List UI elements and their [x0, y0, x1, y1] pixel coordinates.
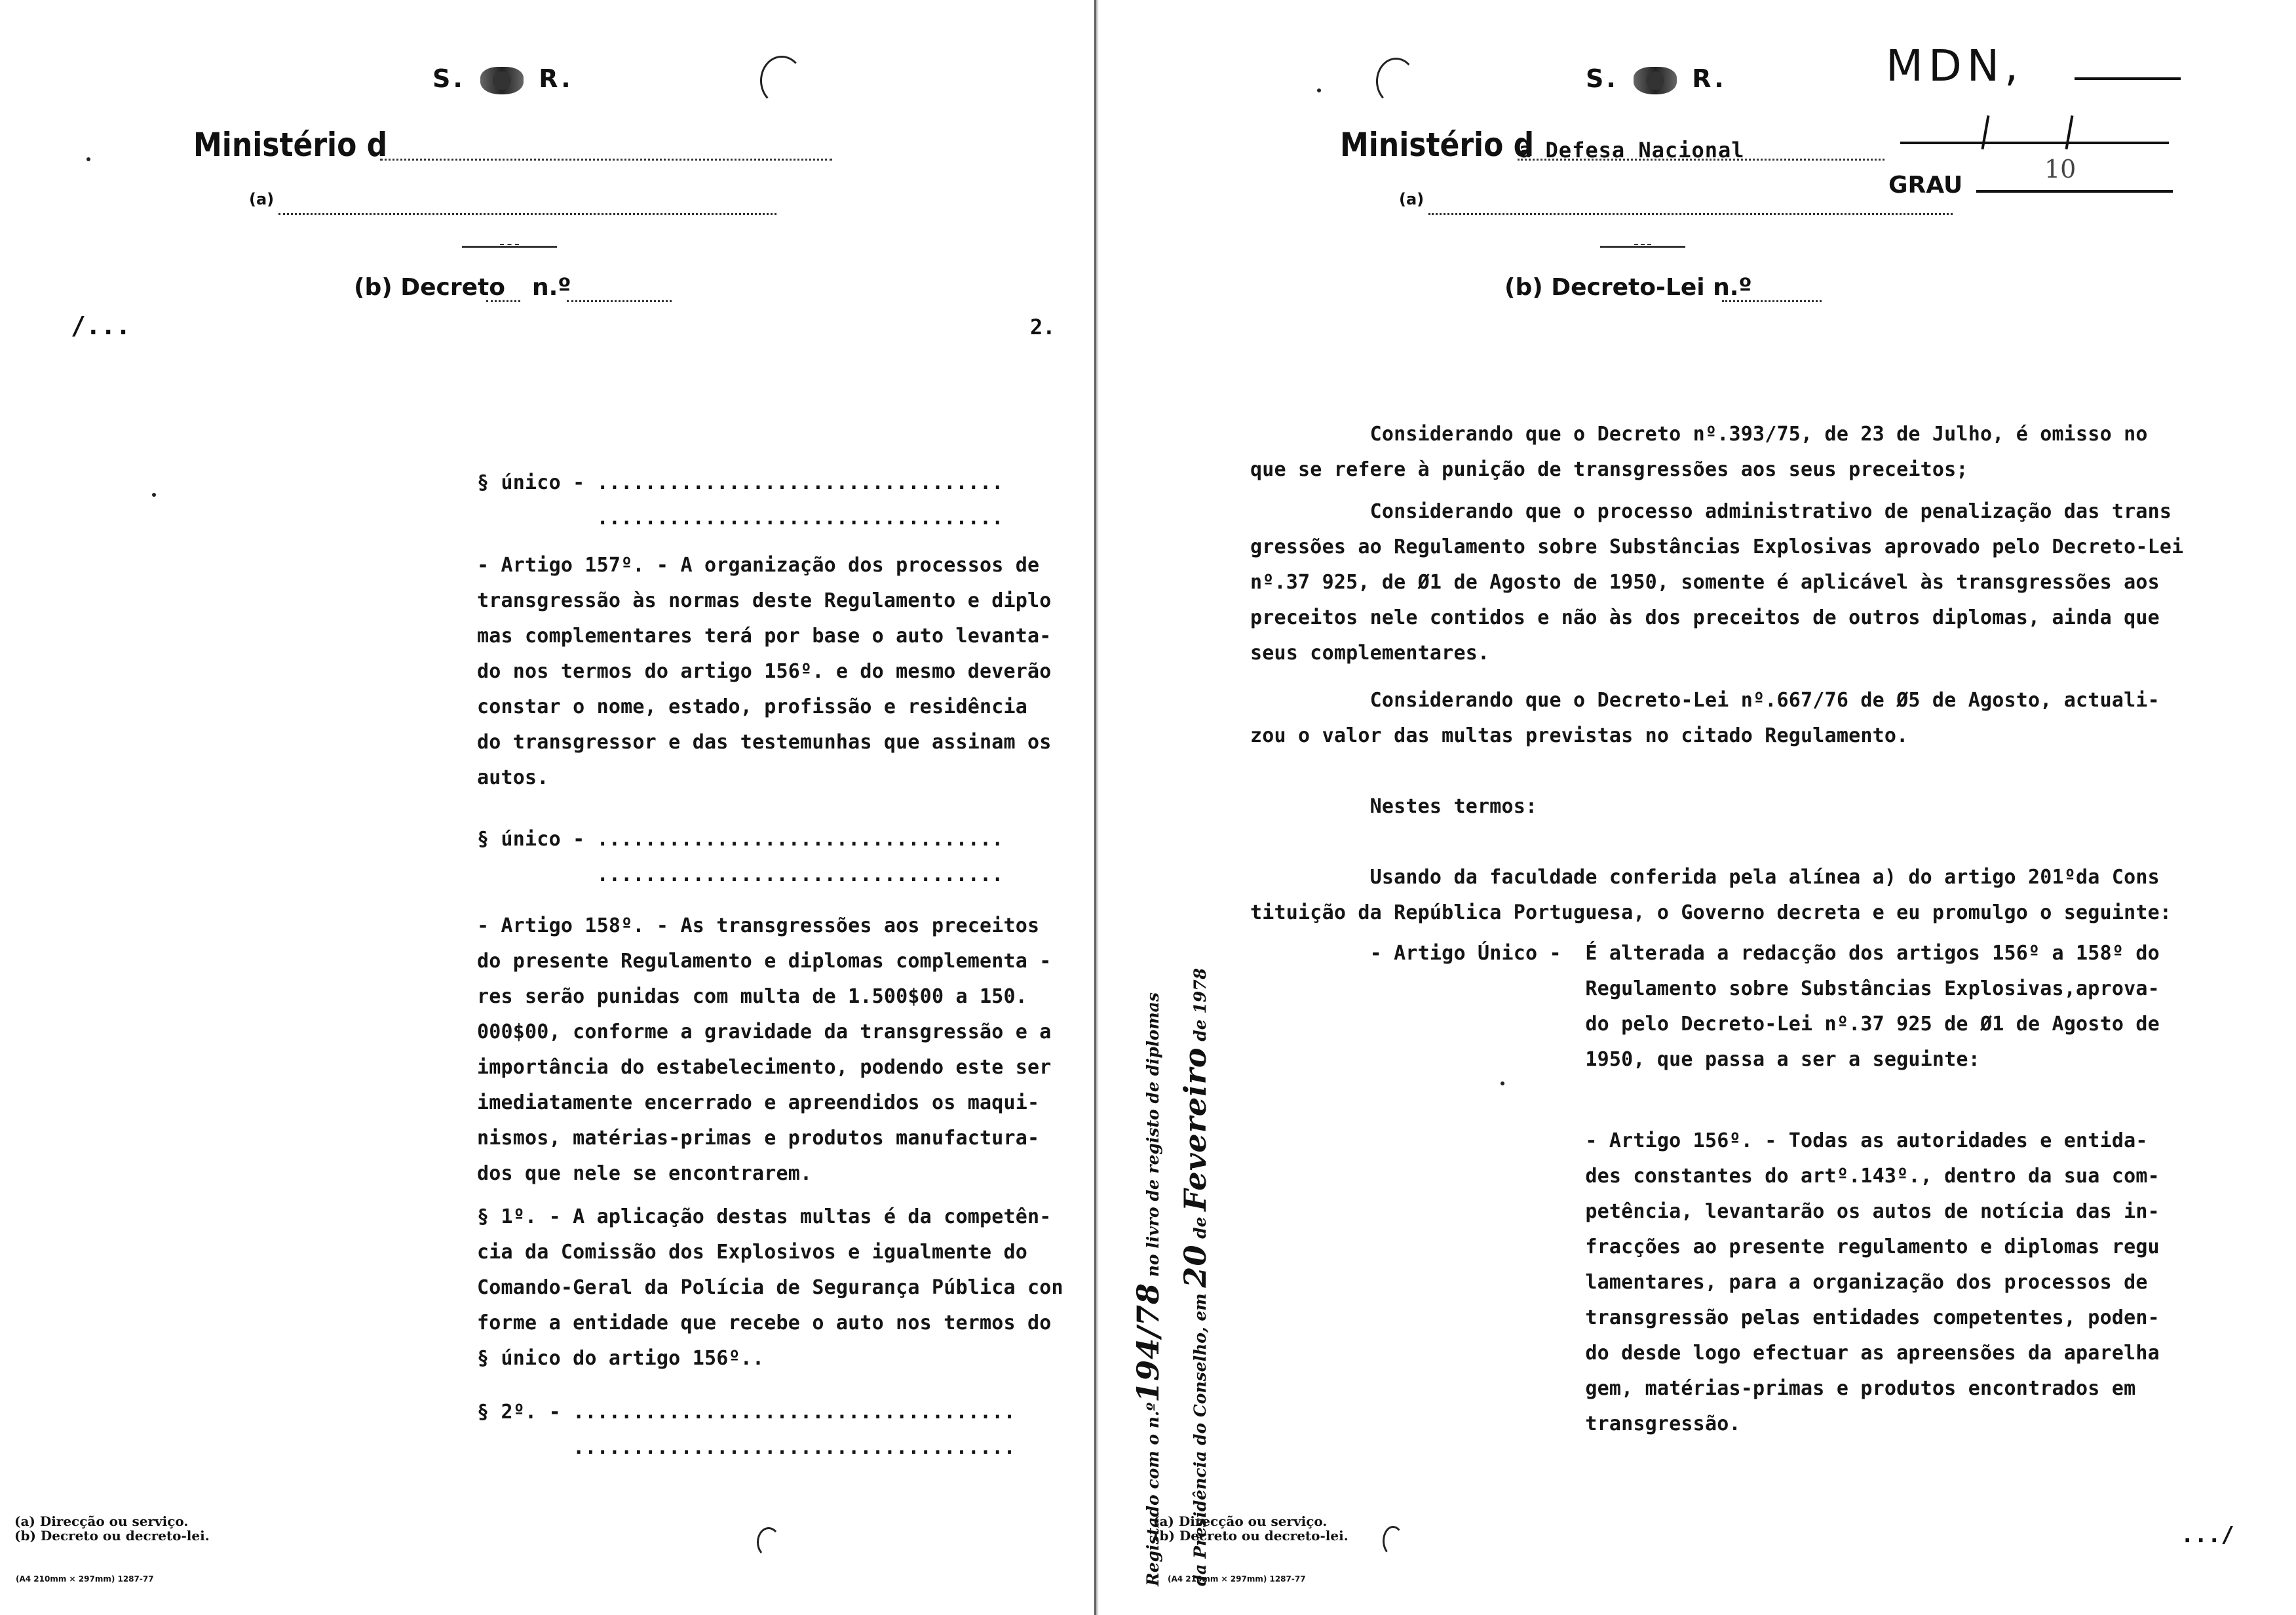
- ministry-label: Ministério d: [193, 126, 388, 164]
- header-right-text: R.: [1692, 64, 1727, 93]
- registration-note: [1127, 968, 1221, 1586]
- text-line: 1950, que passa a ser a seguinte:: [1250, 1048, 1980, 1071]
- text-line: - Artigo 157º. - A organização dos processos de: [477, 554, 1040, 577]
- text-line: transgressão.: [1250, 1412, 1741, 1435]
- text-line: imediatamente encerrado e apreendidos os maqui-: [477, 1091, 1040, 1114]
- decree-label: (b) Decreto: [354, 274, 505, 301]
- grau-label: GRAU: [1888, 172, 1963, 199]
- text-line: des constantes do artº.143º., dentro da sua com-: [1250, 1165, 2160, 1188]
- decree-type-fill: [486, 300, 520, 302]
- mdn-stamp: MDN,: [1886, 41, 2024, 91]
- decree-number-label: n.º: [532, 274, 571, 301]
- left-page-body: [477, 465, 1063, 1466]
- text-line: ..................................: [477, 507, 1004, 530]
- header-left-text: S.: [432, 64, 465, 93]
- text-line: [1250, 754, 2183, 789]
- text-line: seus complementares.: [1250, 642, 1490, 665]
- continuation-mark: .../: [2181, 1522, 2234, 1548]
- speck: [152, 493, 156, 497]
- stamp-slash: [1981, 115, 1990, 149]
- registo-month: Fevereiro: [1177, 1047, 1213, 1211]
- text-line: Usando da faculdade conferida pela alínea a) do artigo 201ºda Cons: [1250, 866, 2160, 889]
- text-line: Comando-Geral da Polícia de Segurança Pública con: [477, 1276, 1063, 1299]
- footnote-b: (b) Decreto ou decreto-lei.: [1153, 1528, 1349, 1544]
- text-line: transgressão pelas entidades competentes, poden-: [1250, 1306, 2160, 1329]
- text-line: mas complementares terá por base o auto levanta-: [477, 625, 1052, 648]
- text-line: - Artigo Único - É alterada a redacção dos artigos 156º a 158º do: [1250, 942, 2160, 965]
- stamp-date-line: [1900, 142, 2169, 144]
- registo-line1b: no livro de registo de diplomas: [1143, 992, 1162, 1277]
- text-line: autos.: [477, 766, 549, 789]
- text-line: dos que nele se encontrarem.: [477, 1162, 813, 1185]
- header-left-text: S.: [1586, 64, 1618, 93]
- text-line: nismos, matérias-primas e produtos manufactura-: [477, 1127, 1040, 1150]
- text-line: preceitos nele contidos e não às dos preceitos de outros diplomas, ainda que: [1250, 606, 2160, 629]
- footnotes: [14, 1514, 210, 1543]
- stamp-line: [2075, 77, 2181, 80]
- decree-label: (b) Decreto-Lei n.º: [1504, 274, 1752, 301]
- right-page: [1101, 0, 2296, 1615]
- text-line: zou o valor das multas previstas no citado Regulamento.: [1250, 724, 1909, 747]
- registo-de: de: [1191, 1216, 1210, 1239]
- text-line: do pelo Decreto-Lei nº.37 925 de Ø1 de Agosto de: [1250, 1013, 2160, 1036]
- text-line: cia da Comissão dos Explosivos e igualmente do: [477, 1241, 1028, 1264]
- text-line: nº.37 925, de Ø1 de Agosto de 1950, somente é aplicável às transgressões aos: [1250, 571, 2160, 594]
- text-line: gressões ao Regulamento sobre Substâncias Explosivas aprovado pelo Decreto-Lei: [1250, 535, 2184, 558]
- text-line: - Artigo 158º. - As transgressões aos preceitos: [477, 914, 1040, 937]
- ministry-fill: a Defesa Nacional: [1519, 138, 1745, 163]
- text-line: do transgressor e das testemunhas que assinam os: [477, 731, 1052, 754]
- text-line: tituição da República Portuguesa, o Governo decreta e eu promulgo o seguinte:: [1250, 901, 2172, 924]
- pencil-mark-icon: [757, 1527, 780, 1557]
- line-a-label: (a): [1399, 190, 1425, 208]
- registo-line2: da Presidência do Conselho, em: [1191, 1293, 1210, 1586]
- text-line: 000$00, conforme a gravidade da transgressão e a: [477, 1021, 1052, 1043]
- footnote-b: (b) Decreto ou decreto-lei.: [14, 1528, 210, 1544]
- text-line: Regulamento sobre Substâncias Explosivas,aprova-: [1250, 977, 2160, 1000]
- decree-number-fill: [1722, 300, 1822, 302]
- text-line: § 1º. - A aplicação destas multas é da competên-: [477, 1205, 1052, 1228]
- text-line: fracções ao presente regulamento e diplomas regu: [1250, 1236, 2160, 1258]
- registo-number: 194/78: [1130, 1283, 1166, 1403]
- ministry-fill-line: [1518, 159, 1885, 161]
- pencil-mark-icon: [1383, 1526, 1404, 1556]
- text-line: forme a entidade que recebe o auto nos termos do: [477, 1312, 1052, 1334]
- text-line: ..................................: [477, 863, 1004, 886]
- text-line: § único do artigo 156º..: [477, 1347, 765, 1370]
- text-line: Considerando que o Decreto nº.393/75, de 23 de Julho, é omisso no: [1250, 423, 2148, 446]
- ministry-label: Ministério d: [1340, 126, 1535, 164]
- line-a-label: (a): [249, 190, 275, 208]
- divider-ornament: [1600, 246, 1685, 248]
- line-a-fill: [278, 213, 776, 215]
- registo-year: de 1978: [1191, 968, 1210, 1041]
- divider-ornament: [462, 246, 557, 248]
- stamp-slash: [2065, 115, 2074, 149]
- text-line: Nestes termos:: [1250, 795, 1538, 818]
- pencil-mark-icon: [760, 56, 803, 106]
- registo-day: 20: [1177, 1244, 1213, 1288]
- print-code: (A4 210mm × 297mm) 1287-77: [1168, 1574, 1306, 1584]
- text-line: lamentares, para a organização dos processos de: [1250, 1271, 2148, 1294]
- text-line: Considerando que o Decreto-Lei nº.667/76 de Ø5 de Agosto, actuali-: [1250, 689, 2160, 712]
- text-line: res serão punidas com multa de 1.500$00 a 150.: [477, 985, 1028, 1008]
- header-right-text: R.: [539, 64, 573, 93]
- text-line: do presente Regulamento e diplomas complementa -: [477, 950, 1052, 973]
- text-line: do nos termos do artigo 156º. e do mesmo deverão: [477, 660, 1052, 683]
- coat-of-arms-icon: [1634, 67, 1677, 94]
- registo-line1: Registado com o n.º: [1143, 1402, 1162, 1586]
- text-line: [1250, 825, 2183, 860]
- text-line: [1250, 1078, 2183, 1113]
- grau-value: 10: [2044, 155, 2076, 184]
- print-code: (A4 210mm × 297mm) 1287-77: [16, 1574, 154, 1584]
- text-line: § 2º. - .....................................: [477, 1401, 1016, 1424]
- text-line: Considerando que o processo administrativo de penalização das trans: [1250, 500, 2172, 523]
- decree-number-fill: [567, 300, 672, 302]
- pencil-mark-icon: [1376, 58, 1416, 105]
- header-mark: [1586, 64, 1727, 94]
- right-page-body: [1250, 417, 2183, 1442]
- text-line: importância do estabelecimento, podendo este ser: [477, 1056, 1052, 1079]
- speck: [1317, 88, 1321, 92]
- header-mark: [432, 64, 573, 94]
- left-page: [0, 0, 1094, 1615]
- text-line: .....................................: [477, 1436, 1016, 1459]
- text-line: gem, matérias-primas e produtos encontrados em: [1250, 1377, 2136, 1400]
- line-a-fill: [1428, 213, 1953, 215]
- ministry-fill-line: [380, 159, 832, 161]
- grau-line: [1976, 190, 2173, 193]
- speck: [86, 157, 90, 161]
- text-line: § único - ..................................: [477, 828, 1004, 851]
- text-line: que se refere à punição de transgressões aos seus preceitos;: [1250, 458, 1968, 481]
- text-line: transgressão às normas deste Regulamento e diplo: [477, 589, 1052, 612]
- continuation-mark: /...: [71, 311, 131, 340]
- text-line: constar o nome, estado, profissão e residência: [477, 695, 1028, 718]
- footnote-a: (a) Direcção ou serviço.: [1153, 1513, 1328, 1529]
- text-line: § único - ..................................: [477, 471, 1004, 494]
- coat-of-arms-icon: [480, 67, 524, 94]
- page-number: 2.: [1030, 315, 1056, 340]
- text-line: petência, levantarão os autos de notícia das in-: [1250, 1200, 2160, 1223]
- text-line: do desde logo efectuar as apreensões da aparelha: [1250, 1342, 2160, 1365]
- footnote-a: (a) Direcção ou serviço.: [14, 1513, 189, 1529]
- text-line: - Artigo 156º. - Todas as autoridades e entida-: [1250, 1129, 2148, 1152]
